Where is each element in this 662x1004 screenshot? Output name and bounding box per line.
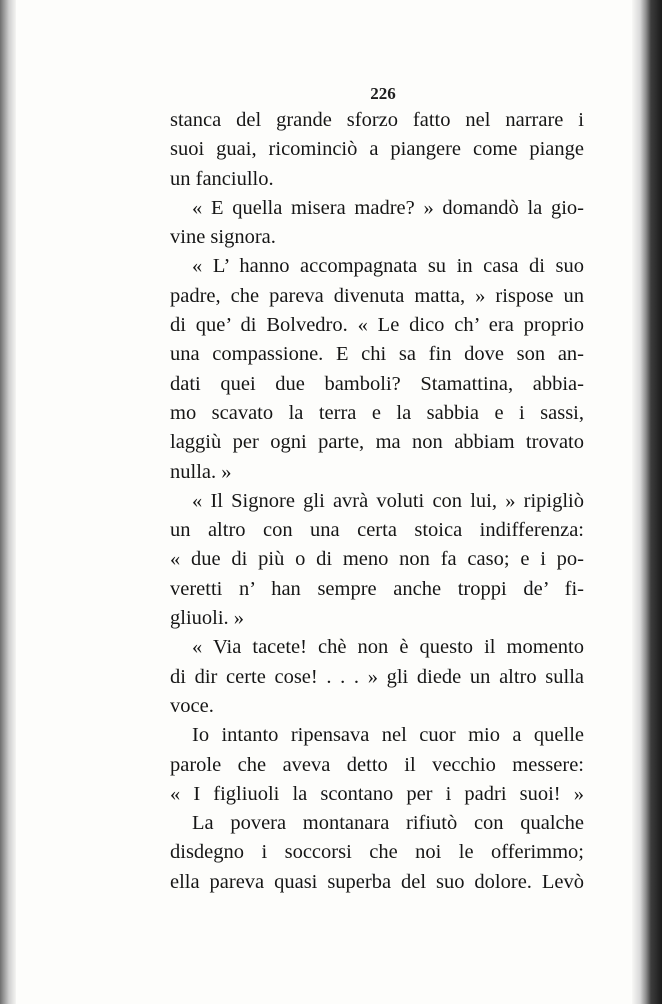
page-gutter-left xyxy=(0,0,16,1004)
text-line: mo scavato la terra e la sabbia e i sassi, xyxy=(170,401,584,424)
text-line: Io intanto ripensava nel cuor mio a quelle xyxy=(192,724,584,747)
text-line: ella pareva quasi superba del suo dolore. Levò xyxy=(170,870,584,893)
text-line: gliuoli. » xyxy=(170,607,245,630)
text-line: « E quella misera madre? » domandò la gio- xyxy=(192,196,584,219)
text-line: suoi guai, ricominciò a piangere come piange xyxy=(170,138,584,161)
text-line: « Via tacete! chè non è questo il momento xyxy=(192,636,584,659)
text-line: La povera montanara rifiutò con qualche xyxy=(192,812,584,835)
text-line: laggiù per ogni parte, ma non abbiam trovato xyxy=(170,431,584,454)
text-line: parole che aveva detto il vecchio messere: xyxy=(170,753,584,776)
page-edge-right xyxy=(632,0,662,1004)
text-line: vine signora. xyxy=(170,226,276,249)
text-line: nulla. » xyxy=(170,460,232,483)
text-line: di que’ di Bolvedro. « Le dico ch’ era proprio xyxy=(170,314,584,337)
text-line: una compassione. E chi sa fin dove son an- xyxy=(170,343,584,366)
text-line: disdegno i soccorsi che noi le offerimmo; xyxy=(170,841,584,864)
text-line: voce. xyxy=(170,694,214,717)
text-line: « due di più o di meno non fa caso; e i po- xyxy=(170,548,584,571)
text-line: « L’ hanno accompagnata su in casa di suo xyxy=(192,255,584,278)
text-line: di dir certe cose! . . . » gli diede un altro sulla xyxy=(170,665,584,688)
text-line: « I figliuoli la scontano per i padri suoi! » xyxy=(170,782,584,805)
text-line: padre, che pareva divenuta matta, » rispose un xyxy=(170,284,584,307)
text-line: un fanciullo. xyxy=(170,167,274,190)
text-line: veretti n’ han sempre anche troppi de’ fi- xyxy=(170,577,584,600)
text-line: « Il Signore gli avrà voluti con lui, » ripigliò xyxy=(192,489,584,512)
body-text xyxy=(170,106,584,897)
text-line: un altro con una certa stoica indifferenza: xyxy=(170,519,584,542)
text-line: dati quei due bamboli? Stamattina, abbia- xyxy=(170,372,584,395)
page-number: 226 xyxy=(370,84,396,103)
text-line: stanca del grande sforzo fatto nel narrare i xyxy=(170,109,584,131)
